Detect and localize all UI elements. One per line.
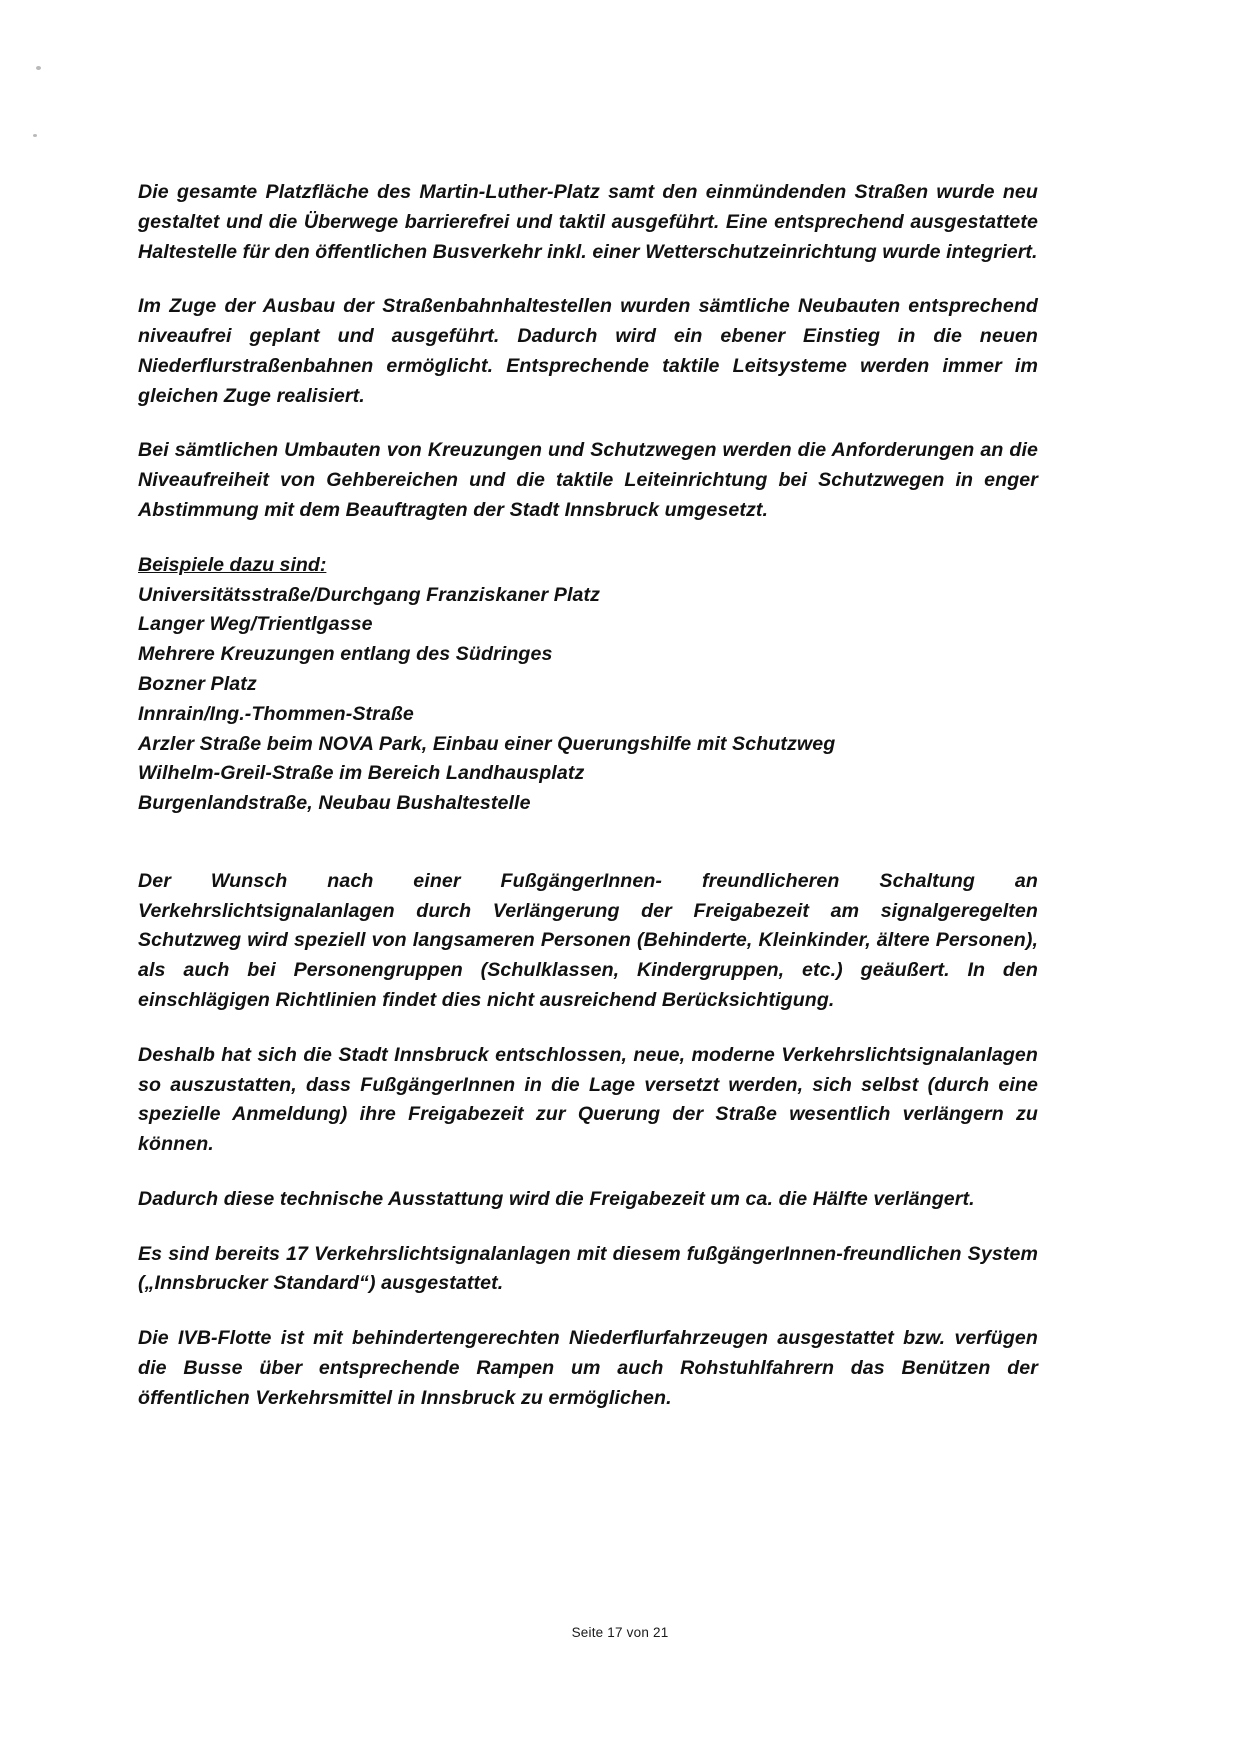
list-item: Langer Weg/Trientlgasse (138, 613, 373, 636)
paragraph-6: Dadurch diese technische Ausstattung wird die Freigabezeit um ca. die Hälfte verlängert. (138, 1187, 975, 1210)
paragraph-7: Es sind bereits 17 Verkehrslichtsignalanlagen mit diesem fußgängerInnen-freundlichen System („Innsbrucker Standard“) ausgestattet. (138, 1242, 1038, 1295)
scan-speck-icon (36, 66, 41, 70)
paragraph-8: Die IVB-Flotte ist mit behindertengerechten Niederflurfahrzeugen ausgestattet bzw. verfügen die Busse über entsprechende Rampen um auch Rohstuhlfahrern das Benützen der öffentlichen Verkehrsmittel in Innsbruck zu ermöglichen. (138, 1327, 1038, 1409)
page-footer: Seite 17 von 21 (571, 1625, 669, 1640)
paragraph-2: Im Zuge der Ausbau der Straßenbahnhaltestellen wurden sämtliche Neubauten entsprechend niveaufrei geplant und ausgeführt. Dadurch wird ein ebener Einstieg in die neuen Niederflurstraßenbahnen ermöglicht. Entsprechende taktile Leitsysteme werden immer im gleichen Zuge realisiert. (138, 295, 1038, 407)
list-item: Wilhelm-Greil-Straße im Bereich Landhausplatz (138, 762, 585, 785)
examples-list (138, 581, 1038, 819)
list-item: Innrain/Ing.-Thommen-Straße (138, 702, 414, 725)
list-item: Mehrere Kreuzungen entlang des Südringes (138, 643, 553, 666)
list-item: Arzler Straße beim NOVA Park, Einbau einer Querungshilfe mit Schutzweg (138, 732, 836, 755)
list-item: Universitätsstraße/Durchgang Franziskaner Platz (138, 583, 601, 606)
list-item: Burgenlandstraße, Neubau Bushaltestelle (138, 792, 531, 815)
paragraph-4: Der Wunsch nach einer FußgängerInnen- freundlicheren Schaltung an Verkehrslichtsignalanlagen durch Verlängerung der Freigabezeit am signalgeregelten Schutzweg wird speziell von langsameren Personen (Behinderte, Kleinkinder, ältere Personen), als auch bei Personengruppen (Schulklassen, Kindergruppen, etc.) geäußert. In den einschlägigen Richtlinien findet dies nicht ausreichend Berücksichtigung. (138, 869, 1038, 1011)
scan-speck-icon (33, 134, 37, 137)
list-item: Bozner Platz (138, 672, 257, 695)
paragraph-1: Die gesamte Platzfläche des Martin-Luther-Platz samt den einmündenden Straßen wurde neu gestaltet und die Überwege barrierefrei und taktil ausgeführt. Eine entsprechend ausgestattete Haltestelle für den öffentlichen Busverkehr inkl. einer Wetterschutzeinrichtung wurde integriert. (138, 181, 1038, 263)
document-body (138, 178, 1038, 1439)
examples-heading: Beispiele dazu sind: (138, 553, 327, 576)
paragraph-5: Deshalb hat sich die Stadt Innsbruck entschlossen, neue, moderne Verkehrslichtsignalanlagen so auszustatten, dass FußgängerInnen in die Lage versetzt werden, sich selbst (durch eine spezielle Anmeldung) ihre Freigabezeit zur Querung der Straße wesentlich verlängern zu können. (138, 1043, 1038, 1156)
paragraph-3: Bei sämtlichen Umbauten von Kreuzungen und Schutzwegen werden die Anforderungen an die Niveaufreiheit von Gehbereichen und die taktile Leiteinrichtung bei Schutzwegen in enger Abstimmung mit dem Beauftragten der Stadt Innsbruck umgesetzt. (138, 439, 1038, 522)
